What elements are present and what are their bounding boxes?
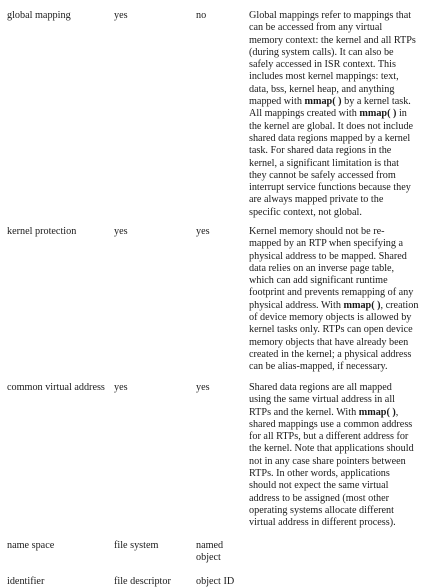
description-text: they cannot be safely accessed from [249, 169, 396, 181]
feature-cell: global mapping [7, 10, 71, 21]
description-text: in [396, 108, 407, 120]
feature-cell: name space [7, 540, 55, 551]
description-cell [249, 226, 437, 374]
description-text: by a kernel task. [341, 96, 411, 108]
description-text: for all RTPs, but a different address for [249, 431, 409, 443]
description-line [249, 71, 437, 83]
description-line [249, 287, 437, 299]
description-text: interrupt service functions because they [249, 182, 411, 194]
description-text: includes most kernel mappings: text, [249, 71, 399, 83]
description-line [249, 456, 437, 468]
description-line [249, 47, 437, 59]
description-text: virtual address in different process). [249, 517, 396, 529]
description-text: mapped by an RTP when specifying a [249, 238, 404, 250]
description-line [249, 493, 437, 505]
description-text: should not expect the same virtual [249, 480, 389, 492]
rtp-value-cell: file system [114, 540, 159, 551]
description-text: the kernel are global. It does not include [249, 120, 414, 132]
description-line [249, 419, 437, 431]
description-line [249, 431, 437, 443]
description-line [249, 133, 437, 145]
description-line [249, 312, 437, 324]
description-line [249, 10, 437, 22]
description-line [249, 263, 437, 275]
description-text: data, bss, kernel heap, and anything [249, 83, 395, 95]
description-line [249, 207, 437, 219]
description-line [249, 517, 437, 529]
description-text: , creation [380, 299, 419, 311]
description-line [249, 121, 437, 133]
description-line [249, 59, 437, 71]
description-line [249, 84, 437, 96]
description-text: task. For shared data regions in the [249, 145, 392, 157]
description-text: footprint and prevents remapping of any [249, 287, 414, 299]
description-text: operating systems allocate different [249, 504, 394, 516]
description-line [249, 158, 437, 170]
feature-cell: kernel protection [7, 226, 77, 237]
description-line [249, 275, 437, 287]
code-term: mmap( ) [358, 406, 396, 418]
code-term: mmap( ) [359, 108, 397, 120]
description-text: can be alias-mapped, if necessary. [249, 361, 388, 373]
rtp-value-cell: file descriptor [114, 576, 171, 587]
description-text: physical address to be mapped. Shared [249, 250, 407, 262]
description-text: are always mapped private to the [249, 194, 384, 206]
description-line [249, 480, 437, 492]
kernel-value-cell: object ID [196, 576, 235, 587]
description-line [249, 468, 437, 480]
code-term: mmap( ) [304, 96, 342, 108]
description-line [249, 300, 437, 312]
description-text: kernel tasks only. RTPs can open device [249, 324, 413, 336]
description-line [249, 35, 437, 47]
description-text: RTPs. In other words, applications [249, 468, 390, 480]
description-text: shared mappings use a common address [249, 418, 413, 430]
description-text: shared data regions mapped by a kernel [249, 132, 411, 144]
description-text: specific context, not global. [249, 206, 362, 218]
description-text: data relies on an inverse page table, [249, 262, 395, 274]
description-text: address to be assigned (most other [249, 492, 390, 504]
description-line [249, 170, 437, 182]
description-line [249, 382, 437, 394]
feature-cell: common virtual address [7, 382, 105, 393]
description-line [249, 337, 437, 349]
description-line [249, 394, 437, 406]
description-line [249, 108, 437, 120]
description-text: using the same virtual address in all [249, 394, 395, 406]
description-line [249, 96, 437, 108]
description-line [249, 226, 437, 238]
description-text: mapped with [249, 96, 305, 108]
rtp-value-cell: yes [114, 10, 128, 21]
rtp-value-cell: yes [114, 382, 128, 393]
description-text: safely accessed in ISR context. This [249, 59, 396, 71]
description-line [249, 182, 437, 194]
description-cell [249, 10, 437, 219]
description-text: , [395, 406, 399, 418]
code-term: mmap( ) [343, 299, 381, 311]
description-text: the kernel. Note that applications should [249, 443, 414, 455]
description-text: memory context: the kernel and all RTPs [249, 34, 416, 46]
description-line [249, 238, 437, 250]
kernel-value-cell: no [196, 10, 207, 21]
description-text: not in any case share pointers between [249, 455, 406, 467]
description-text: physical address. With [249, 299, 344, 311]
description-text: Global mappings refer to mappings that [249, 10, 412, 21]
description-line [249, 22, 437, 34]
description-text: can be accessed from any virtual [249, 22, 383, 34]
description-text: kernel, a significant limitation is that [249, 157, 399, 169]
description-line [249, 505, 437, 517]
description-text: which can add significant runtime [249, 275, 388, 287]
kernel-value-cell: yes [196, 382, 210, 393]
description-text: Kernel memory should not be re- [249, 226, 385, 237]
description-line [249, 349, 437, 361]
description-line [249, 194, 437, 206]
description-text: Shared data regions are all mapped [249, 382, 392, 393]
description-text: memory objects that have already been [249, 336, 409, 348]
description-text: RTPs and the kernel. With [249, 406, 359, 418]
description-cell [249, 382, 437, 530]
description-line [249, 361, 437, 373]
description-text: All mappings created with [249, 108, 360, 120]
feature-cell: identifier [7, 576, 45, 587]
description-line [249, 145, 437, 157]
description-line [249, 251, 437, 263]
rtp-value-cell: yes [114, 226, 128, 237]
kernel-value-cell: named object [196, 540, 224, 564]
description-line [249, 324, 437, 336]
description-line [249, 443, 437, 455]
description-text: created in the kernel; a physical address [249, 348, 412, 360]
description-text: of device memory objects is allowed by [249, 312, 412, 324]
description-text: (during system calls). It can also be [249, 46, 394, 58]
description-line [249, 407, 437, 419]
kernel-value-cell: yes [196, 226, 210, 237]
